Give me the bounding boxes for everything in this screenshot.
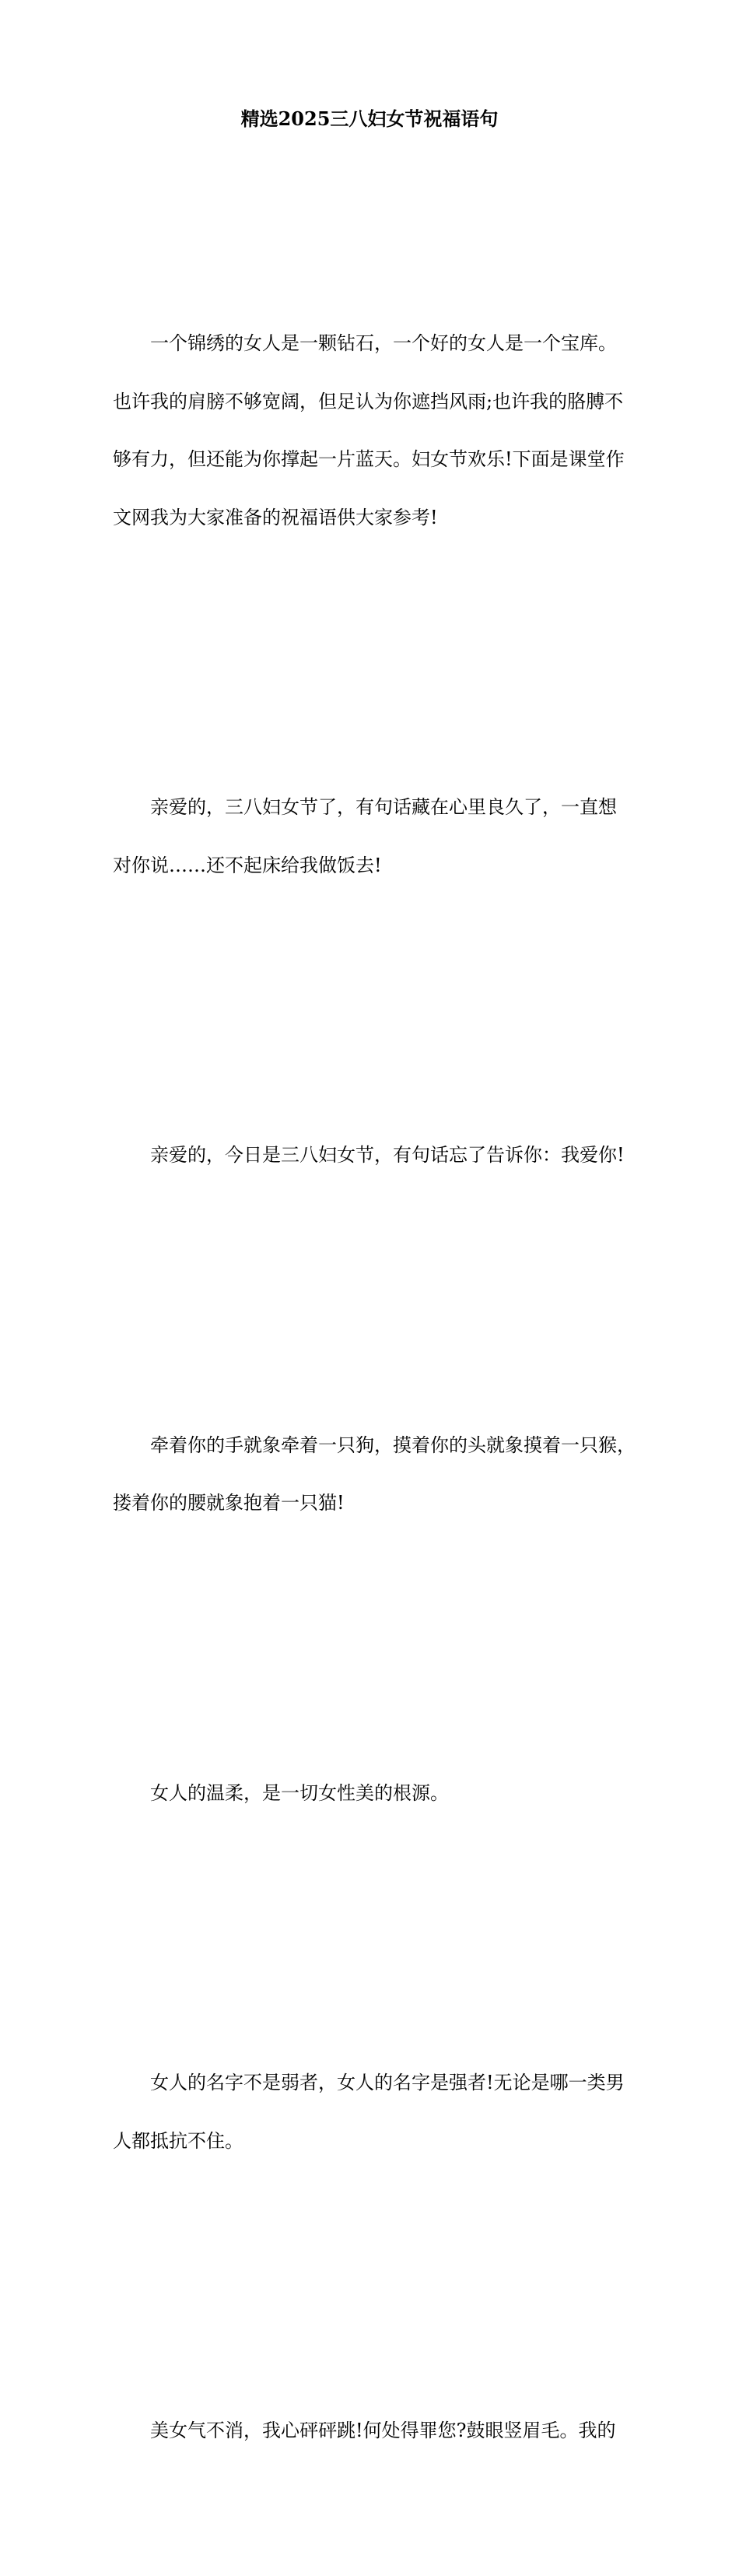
paragraph-2: [113, 662, 642, 1010]
paragraph-line: 也许我的肩膀不够宽阔，但足认为你遮挡风雨;也许我的胳膊不: [113, 390, 624, 412]
paragraph-line: 美女气不消，我心砰砰跳!何处得罪您?鼓眼竖眉毛。我的: [150, 2420, 616, 2441]
paragraph-line: 够有力，但还能为你撑起一片蓝天。妇女节欢乐!下面是课堂作: [113, 448, 625, 470]
paragraph-line: 一个锦绣的女人是一颗钻石，一个好的女人是一个宝库。: [150, 332, 617, 354]
paragraph-line: 人都抵抗不住。: [113, 2129, 243, 2152]
paragraph-line: 文网我为大家准备的祝福语供大家参考!: [113, 506, 438, 528]
paragraph-4: [113, 1300, 642, 1648]
paragraph-line: 牵着你的手就象牵着一只狗，摸着你的头就象摸着一只猴，: [150, 1434, 636, 1456]
paragraph-1: [113, 198, 642, 662]
paragraph-line: 亲爱的，三八妇女节了，有句话藏在心里良久了，一直想: [150, 796, 617, 818]
paragraph-line: 女人的温柔，是一切女性美的根源。: [150, 1781, 449, 1804]
paragraph-line: 对你说……还不起床给我做饭去!: [113, 854, 382, 876]
paragraph-3: [113, 1010, 642, 1300]
paragraph-5: [113, 1648, 642, 1939]
paragraph-line: 亲爱的，今日是三八妇女节，有句话忘了告诉你：我爱你!: [150, 1144, 625, 1166]
paragraph-7: [113, 2286, 642, 2576]
document-body: [113, 198, 642, 2576]
paragraph-line: 女人的名字不是弱者，女人的名字是强者!无论是哪一类男: [150, 2072, 625, 2093]
paragraph-6: [113, 1938, 642, 2286]
paragraph-line: 搂着你的腰就象抱着一只猫!: [113, 1492, 345, 1514]
document-title: 精选2025三八妇女节祝福语句: [240, 107, 499, 130]
